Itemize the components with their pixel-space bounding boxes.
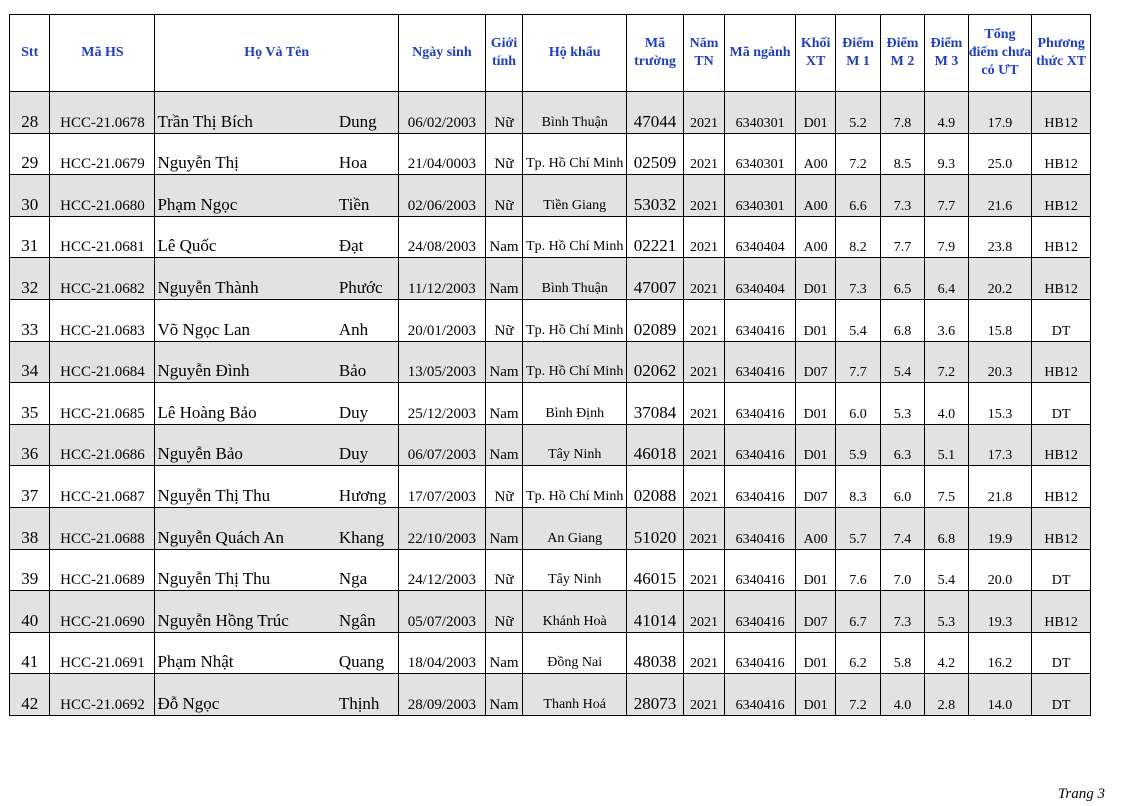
cell-ngay-sinh: 17/07/2003 [398, 466, 485, 508]
cell-gioi-tinh: Nữ [485, 466, 522, 508]
cell-khoi: A00 [795, 133, 835, 175]
cell-ho: Lê Quốc [155, 216, 337, 258]
cell-khoi: D01 [795, 424, 835, 466]
cell-ma-truong: 28073 [627, 674, 684, 716]
cell-ten: Phước [337, 258, 399, 300]
header-diem-m2: Điểm M 2 [880, 15, 924, 92]
cell-ma-truong: 47007 [627, 258, 684, 300]
cell-ho: Lê Hoàng Bảo [155, 383, 337, 425]
cell-ma-hs: HCC-21.0688 [50, 507, 155, 549]
cell-ma-nganh: 6340416 [725, 591, 796, 633]
cell-ten: Ngân [337, 591, 399, 633]
cell-stt: 29 [10, 133, 50, 175]
cell-ten: Duy [337, 383, 399, 425]
cell-ho: Nguyễn Thành [155, 258, 337, 300]
cell-ho-khau: Tp. Hồ Chí Minh [523, 299, 627, 341]
cell-ho: Phạm Nhật [155, 632, 337, 674]
cell-m1: 7.3 [836, 258, 880, 300]
cell-tong: 17.3 [968, 424, 1032, 466]
cell-ma-hs: HCC-21.0681 [50, 216, 155, 258]
cell-m3: 6.8 [925, 507, 968, 549]
cell-khoi: D01 [795, 674, 835, 716]
cell-gioi-tinh: Nam [485, 341, 522, 383]
cell-ho: Đỗ Ngọc [155, 674, 337, 716]
cell-ten: Anh [337, 299, 399, 341]
cell-ma-hs: HCC-21.0684 [50, 341, 155, 383]
cell-ten: Tiền [337, 175, 399, 217]
cell-ma-hs: HCC-21.0683 [50, 299, 155, 341]
cell-m1: 5.2 [836, 92, 880, 134]
cell-ma-hs: HCC-21.0687 [50, 466, 155, 508]
cell-stt: 28 [10, 92, 50, 134]
cell-ten: Khang [337, 507, 399, 549]
cell-m2: 5.4 [880, 341, 924, 383]
cell-ngay-sinh: 18/04/2003 [398, 632, 485, 674]
cell-khoi: D01 [795, 299, 835, 341]
cell-khoi: D07 [795, 466, 835, 508]
cell-m1: 6.2 [836, 632, 880, 674]
cell-stt: 35 [10, 383, 50, 425]
header-nam-tn: Năm TN [683, 15, 724, 92]
cell-gioi-tinh: Nam [485, 216, 522, 258]
table-row [10, 424, 1091, 466]
header-ma-nganh: Mã ngành [725, 15, 796, 92]
cell-stt: 36 [10, 424, 50, 466]
cell-phuong-thuc: HB12 [1032, 591, 1091, 633]
table-row [10, 258, 1091, 300]
cell-ma-nganh: 6340416 [725, 549, 796, 591]
header-diem-m1: Điểm M 1 [836, 15, 880, 92]
cell-nam-tn: 2021 [683, 466, 724, 508]
header-gioi-tinh: Giới tính [485, 15, 522, 92]
cell-m3: 4.9 [925, 92, 968, 134]
cell-ma-hs: HCC-21.0691 [50, 632, 155, 674]
cell-ma-truong: 48038 [627, 632, 684, 674]
cell-nam-tn: 2021 [683, 632, 724, 674]
cell-ho-khau: Tp. Hồ Chí Minh [523, 466, 627, 508]
cell-ten: Dung [337, 92, 399, 134]
cell-ngay-sinh: 02/06/2003 [398, 175, 485, 217]
cell-ho-khau: Tây Ninh [523, 549, 627, 591]
table-row [10, 133, 1091, 175]
cell-nam-tn: 2021 [683, 674, 724, 716]
cell-ho: Nguyễn Quách An [155, 507, 337, 549]
cell-m1: 7.6 [836, 549, 880, 591]
cell-ma-truong: 47044 [627, 92, 684, 134]
cell-gioi-tinh: Nữ [485, 133, 522, 175]
cell-m1: 5.7 [836, 507, 880, 549]
cell-m1: 8.2 [836, 216, 880, 258]
cell-ma-nganh: 6340404 [725, 258, 796, 300]
cell-stt: 32 [10, 258, 50, 300]
cell-ma-truong: 46018 [627, 424, 684, 466]
header-diem-m3: Điểm M 3 [925, 15, 968, 92]
cell-ma-nganh: 6340416 [725, 466, 796, 508]
cell-ho-khau: Bình Định [523, 383, 627, 425]
cell-m3: 9.3 [925, 133, 968, 175]
cell-gioi-tinh: Nam [485, 674, 522, 716]
cell-nam-tn: 2021 [683, 507, 724, 549]
cell-ngay-sinh: 13/05/2003 [398, 341, 485, 383]
cell-nam-tn: 2021 [683, 175, 724, 217]
header-ngay-sinh: Ngày sinh [398, 15, 485, 92]
cell-ngay-sinh: 06/07/2003 [398, 424, 485, 466]
cell-ma-nganh: 6340416 [725, 383, 796, 425]
cell-khoi: D01 [795, 632, 835, 674]
cell-phuong-thuc: HB12 [1032, 175, 1091, 217]
page-number: Trang 3 [1057, 786, 1105, 802]
student-table [9, 14, 1091, 716]
cell-nam-tn: 2021 [683, 258, 724, 300]
cell-ho: Phạm Ngọc [155, 175, 337, 217]
cell-phuong-thuc: HB12 [1032, 133, 1091, 175]
cell-ho-khau: Tp. Hồ Chí Minh [523, 216, 627, 258]
cell-ngay-sinh: 24/12/2003 [398, 549, 485, 591]
cell-m2: 6.3 [880, 424, 924, 466]
cell-phuong-thuc: HB12 [1032, 424, 1091, 466]
table-row [10, 507, 1091, 549]
cell-ngay-sinh: 28/09/2003 [398, 674, 485, 716]
cell-ten: Thịnh [337, 674, 399, 716]
cell-stt: 31 [10, 216, 50, 258]
cell-gioi-tinh: Nữ [485, 549, 522, 591]
cell-ma-nganh: 6340301 [725, 175, 796, 217]
cell-ma-truong: 02509 [627, 133, 684, 175]
cell-nam-tn: 2021 [683, 133, 724, 175]
cell-ma-nganh: 6340416 [725, 632, 796, 674]
cell-m2: 7.7 [880, 216, 924, 258]
cell-m1: 7.2 [836, 674, 880, 716]
table-row [10, 216, 1091, 258]
cell-phuong-thuc: HB12 [1032, 341, 1091, 383]
cell-m2: 6.5 [880, 258, 924, 300]
cell-ma-truong: 53032 [627, 175, 684, 217]
cell-ho-khau: Đồng Nai [523, 632, 627, 674]
cell-m1: 6.0 [836, 383, 880, 425]
header-ho-khau: Hộ khẩu [523, 15, 627, 92]
cell-ma-truong: 02089 [627, 299, 684, 341]
cell-gioi-tinh: Nữ [485, 591, 522, 633]
cell-stt: 37 [10, 466, 50, 508]
cell-khoi: D01 [795, 549, 835, 591]
cell-tong: 25.0 [968, 133, 1032, 175]
cell-ho: Trần Thị Bích [155, 92, 337, 134]
cell-m2: 4.0 [880, 674, 924, 716]
cell-tong: 20.0 [968, 549, 1032, 591]
cell-ho: Nguyễn Thị [155, 133, 337, 175]
cell-nam-tn: 2021 [683, 549, 724, 591]
cell-ma-hs: HCC-21.0678 [50, 92, 155, 134]
table-row [10, 466, 1091, 508]
cell-m3: 5.3 [925, 591, 968, 633]
cell-nam-tn: 2021 [683, 299, 724, 341]
cell-gioi-tinh: Nữ [485, 299, 522, 341]
cell-tong: 14.0 [968, 674, 1032, 716]
cell-tong: 19.3 [968, 591, 1032, 633]
cell-m3: 7.9 [925, 216, 968, 258]
cell-ho: Nguyễn Thị Thu [155, 549, 337, 591]
cell-ho-khau: Bình Thuận [523, 92, 627, 134]
cell-m3: 7.2 [925, 341, 968, 383]
cell-ma-hs: HCC-21.0690 [50, 591, 155, 633]
cell-m3: 4.2 [925, 632, 968, 674]
cell-ma-truong: 02221 [627, 216, 684, 258]
table-row [10, 92, 1091, 134]
cell-gioi-tinh: Nữ [485, 92, 522, 134]
cell-khoi: A00 [795, 507, 835, 549]
header-ho-va-ten: Họ Và Tên [155, 15, 398, 92]
cell-nam-tn: 2021 [683, 424, 724, 466]
cell-ten: Hương [337, 466, 399, 508]
cell-ho: Nguyễn Đình [155, 341, 337, 383]
cell-phuong-thuc: DT [1032, 383, 1091, 425]
cell-ho-khau: Tp. Hồ Chí Minh [523, 341, 627, 383]
cell-ma-hs: HCC-21.0679 [50, 133, 155, 175]
cell-ma-truong: 02088 [627, 466, 684, 508]
cell-ngay-sinh: 20/01/2003 [398, 299, 485, 341]
cell-m3: 4.0 [925, 383, 968, 425]
cell-ngay-sinh: 24/08/2003 [398, 216, 485, 258]
cell-tong: 21.8 [968, 466, 1032, 508]
cell-ma-nganh: 6340404 [725, 216, 796, 258]
cell-gioi-tinh: Nam [485, 258, 522, 300]
cell-gioi-tinh: Nữ [485, 175, 522, 217]
table-row [10, 591, 1091, 633]
table-row [10, 549, 1091, 591]
cell-ngay-sinh: 05/07/2003 [398, 591, 485, 633]
cell-ho: Võ Ngọc Lan [155, 299, 337, 341]
cell-khoi: D07 [795, 341, 835, 383]
cell-m3: 6.4 [925, 258, 968, 300]
cell-khoi: A00 [795, 175, 835, 217]
cell-phuong-thuc: HB12 [1032, 216, 1091, 258]
cell-m3: 3.6 [925, 299, 968, 341]
cell-ma-hs: HCC-21.0685 [50, 383, 155, 425]
cell-ngay-sinh: 21/04/0003 [398, 133, 485, 175]
cell-gioi-tinh: Nam [485, 507, 522, 549]
cell-ho-khau: Tp. Hồ Chí Minh [523, 133, 627, 175]
cell-tong: 23.8 [968, 216, 1032, 258]
cell-stt: 33 [10, 299, 50, 341]
cell-m2: 7.8 [880, 92, 924, 134]
cell-ma-truong: 37084 [627, 383, 684, 425]
header-phuong-thuc: Phương thức XT [1032, 15, 1091, 92]
cell-ho-khau: Tiền Giang [523, 175, 627, 217]
cell-stt: 34 [10, 341, 50, 383]
cell-nam-tn: 2021 [683, 341, 724, 383]
cell-ho-khau: An Giang [523, 507, 627, 549]
cell-ma-nganh: 6340416 [725, 674, 796, 716]
cell-m1: 5.9 [836, 424, 880, 466]
cell-phuong-thuc: HB12 [1032, 507, 1091, 549]
cell-ma-hs: HCC-21.0686 [50, 424, 155, 466]
cell-ma-nganh: 6340416 [725, 507, 796, 549]
cell-stt: 42 [10, 674, 50, 716]
cell-m1: 7.7 [836, 341, 880, 383]
cell-phuong-thuc: HB12 [1032, 258, 1091, 300]
table-row [10, 383, 1091, 425]
cell-ma-truong: 46015 [627, 549, 684, 591]
table-row [10, 341, 1091, 383]
table-row [10, 674, 1091, 716]
cell-ho: Nguyễn Thị Thu [155, 466, 337, 508]
cell-m3: 7.7 [925, 175, 968, 217]
cell-m1: 5.4 [836, 299, 880, 341]
cell-ma-nganh: 6340416 [725, 341, 796, 383]
cell-m3: 5.4 [925, 549, 968, 591]
cell-ten: Duy [337, 424, 399, 466]
cell-m1: 7.2 [836, 133, 880, 175]
cell-ma-hs: HCC-21.0680 [50, 175, 155, 217]
cell-m2: 5.3 [880, 383, 924, 425]
cell-m2: 7.3 [880, 591, 924, 633]
cell-ma-nganh: 6340301 [725, 133, 796, 175]
cell-ho-khau: Thanh Hoá [523, 674, 627, 716]
cell-ma-nganh: 6340301 [725, 92, 796, 134]
table-row [10, 632, 1091, 674]
cell-ho-khau: Tây Ninh [523, 424, 627, 466]
cell-tong: 20.2 [968, 258, 1032, 300]
cell-m3: 2.8 [925, 674, 968, 716]
cell-gioi-tinh: Nam [485, 383, 522, 425]
cell-stt: 30 [10, 175, 50, 217]
cell-ten: Bảo [337, 341, 399, 383]
cell-ten: Nga [337, 549, 399, 591]
cell-m2: 8.5 [880, 133, 924, 175]
cell-m2: 6.0 [880, 466, 924, 508]
cell-nam-tn: 2021 [683, 383, 724, 425]
header-row [10, 15, 1091, 92]
cell-ma-nganh: 6340416 [725, 299, 796, 341]
cell-tong: 15.8 [968, 299, 1032, 341]
table-row [10, 175, 1091, 217]
cell-phuong-thuc: HB12 [1032, 92, 1091, 134]
cell-khoi: D07 [795, 591, 835, 633]
cell-ho: Nguyễn Bảo [155, 424, 337, 466]
cell-m1: 6.6 [836, 175, 880, 217]
cell-ho: Nguyễn Hồng Trúc [155, 591, 337, 633]
cell-tong: 15.3 [968, 383, 1032, 425]
cell-ngay-sinh: 25/12/2003 [398, 383, 485, 425]
cell-ten: Đạt [337, 216, 399, 258]
cell-ma-truong: 51020 [627, 507, 684, 549]
cell-m3: 5.1 [925, 424, 968, 466]
cell-phuong-thuc: DT [1032, 632, 1091, 674]
cell-tong: 16.2 [968, 632, 1032, 674]
cell-khoi: D01 [795, 383, 835, 425]
cell-ngay-sinh: 06/02/2003 [398, 92, 485, 134]
header-ma-truong: Mã trường [627, 15, 684, 92]
cell-m2: 7.0 [880, 549, 924, 591]
cell-m2: 7.4 [880, 507, 924, 549]
header-khoi-xt: Khối XT [795, 15, 835, 92]
header-tong-diem: Tổng điểm chưa có ƯT [968, 15, 1032, 92]
cell-ngay-sinh: 22/10/2003 [398, 507, 485, 549]
cell-nam-tn: 2021 [683, 591, 724, 633]
cell-ten: Hoa [337, 133, 399, 175]
cell-phuong-thuc: HB12 [1032, 466, 1091, 508]
cell-stt: 39 [10, 549, 50, 591]
cell-phuong-thuc: DT [1032, 549, 1091, 591]
cell-m2: 5.8 [880, 632, 924, 674]
cell-ma-hs: HCC-21.0689 [50, 549, 155, 591]
cell-ma-truong: 41014 [627, 591, 684, 633]
cell-ma-truong: 02062 [627, 341, 684, 383]
cell-ma-hs: HCC-21.0682 [50, 258, 155, 300]
cell-phuong-thuc: DT [1032, 674, 1091, 716]
cell-tong: 21.6 [968, 175, 1032, 217]
cell-m1: 8.3 [836, 466, 880, 508]
cell-gioi-tinh: Nam [485, 424, 522, 466]
cell-m3: 7.5 [925, 466, 968, 508]
cell-khoi: D01 [795, 92, 835, 134]
cell-ngay-sinh: 11/12/2003 [398, 258, 485, 300]
header-stt: Stt [10, 15, 50, 92]
cell-tong: 20.3 [968, 341, 1032, 383]
table-row [10, 299, 1091, 341]
cell-phuong-thuc: DT [1032, 299, 1091, 341]
cell-stt: 38 [10, 507, 50, 549]
cell-khoi: D01 [795, 258, 835, 300]
cell-tong: 17.9 [968, 92, 1032, 134]
cell-stt: 40 [10, 591, 50, 633]
cell-nam-tn: 2021 [683, 92, 724, 134]
header-ma-hs: Mã HS [50, 15, 155, 92]
cell-khoi: A00 [795, 216, 835, 258]
cell-gioi-tinh: Nam [485, 632, 522, 674]
cell-ho-khau: Bình Thuận [523, 258, 627, 300]
cell-ho-khau: Khánh Hoà [523, 591, 627, 633]
cell-m2: 7.3 [880, 175, 924, 217]
cell-ma-nganh: 6340416 [725, 424, 796, 466]
cell-m1: 6.7 [836, 591, 880, 633]
cell-nam-tn: 2021 [683, 216, 724, 258]
cell-ten: Quang [337, 632, 399, 674]
cell-ma-hs: HCC-21.0692 [50, 674, 155, 716]
cell-stt: 41 [10, 632, 50, 674]
table-body [10, 92, 1091, 716]
cell-tong: 19.9 [968, 507, 1032, 549]
cell-m2: 6.8 [880, 299, 924, 341]
